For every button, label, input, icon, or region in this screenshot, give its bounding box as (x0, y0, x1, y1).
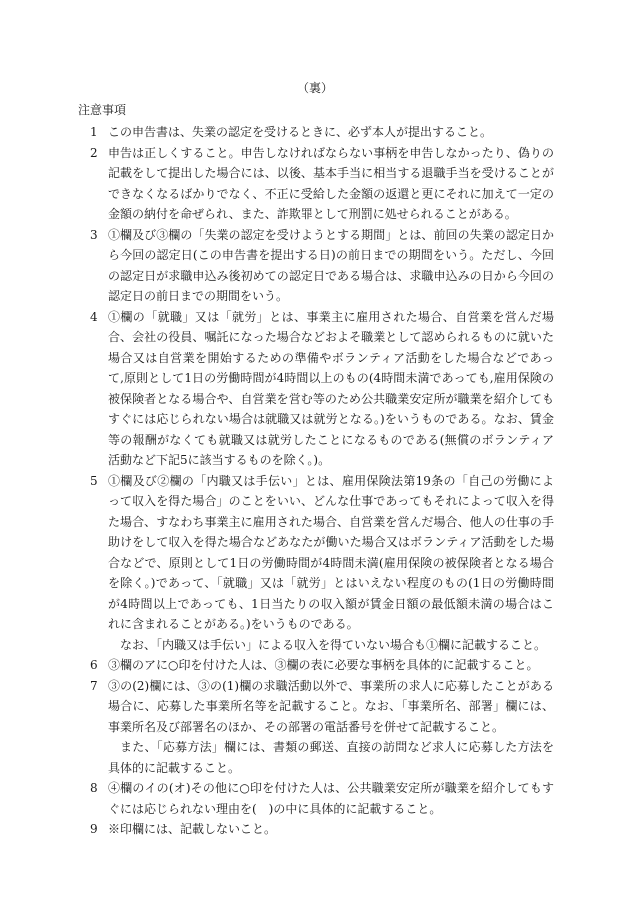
note-number: 3 (90, 227, 98, 242)
note-number: 9 (90, 822, 98, 836)
note-text: ①欄及び②欄の「内職又は手伝い」とは、雇用保険法第19条の「自己の労働によって収入を得た場合」のことをいい、どんな仕事であってもそれによって収入を得た場合、すなわち事業主に雇用された場合、自営業を営んだ場合、他人の仕事の手助けをして収入を得た場合などあなたが働いた場合又はボランティア活動をした場合などで、原則として1日の労働時間が4時間未満(雇用保険の被保険者となる場合を除く。)であって、「就職」又は「就労」とはいえない程度のもの(1日の労働時間が4時間以上であっても、1日当たりの収入額が賃金日額の最低額未満の場合はこれに含まれることがある。)をいうものである。 (108, 473, 554, 631)
note-item-5 (78, 471, 554, 635)
note-number: 5 (90, 473, 98, 488)
note-text: ①欄及び③欄の「失業の認定を受けようとする期間」とは、前回の失業の認定日から今回の認定日(この申告書を提出する日)の前日までの期間をいう。ただし、今回の認定日が求職申込み後初めての認定日である場合は、求職申込みの日から今回の認定日の前日までの期間をいう。 (108, 227, 554, 303)
note-item-2 (78, 143, 554, 225)
note-number: 1 (90, 125, 98, 139)
back-side-label: （裏） (296, 81, 333, 95)
note-number: 7 (90, 678, 98, 693)
note-number: 2 (90, 145, 98, 160)
note-5-supplement: なお、「内職又は手伝い」による収入を得ていない場合も①欄に記載すること。 (120, 637, 547, 652)
note-number: 4 (90, 309, 98, 324)
note-item-8 (78, 778, 554, 819)
note-text: ①欄の「就職」又は「就労」とは、事業主に雇用された場合、自営業を営んだ場合、会社の役員、嘱託になった場合などおよそ職業として認められるものに就いた場合又は自営業を開始するための準備やボランティア活動をした場合などであって,原則として1日の労働時間が4時間以上のもの(4時間未満であっても,雇用保険の被保険者となる場合や、自営業を営む等のため公共職業安定所が職業を紹介してもすぐには応じられない場合は就職又は就労となる。)をいうものである。なお、賃金等の報酬がなくても就職又は就労したことになるものである(無償のボランティア活動など下記5に該当するものを除く。)。 (108, 309, 554, 467)
note-text: この申告書は、失業の認定を受けるときに、必ず本人が提出すること。 (108, 125, 493, 139)
note-number: 8 (90, 781, 98, 795)
note-item-4 (78, 307, 554, 471)
note-text: ③の(2)欄には、③の(1)欄の求職活動以外で、事業所の求人に応募したことがある場合に、応募した事業所名等を記載すること。なお、「事業所名、部署」欄には、事業所名及び部署名のほか、その部署の電話番号を併せて記載すること。 (108, 678, 554, 734)
note-number: 6 (90, 658, 98, 672)
note-item-1 (78, 122, 554, 143)
note-item-9 (78, 819, 554, 840)
note-text: ④欄のイの(オ)その他に○印を付けた人は、公共職業安定所が職業を紹介してもすぐには応じられない理由を( )の中に具体的に記載すること。 (108, 781, 554, 816)
notes-list (78, 122, 554, 840)
note-text: ※印欄には、記載しないこと。 (108, 822, 277, 836)
note-item-6 (78, 655, 554, 676)
note-7-supplement: また、「応募方法」欄には、書類の郵送、直接の訪問など求人に応募した方法を具体的に記載すること。 (108, 740, 554, 775)
note-text: 申告は正しくすること。申告しなければならない事柄を申告しなかったり、偽りの記載をして提出した場合には、以後、基本手当に相当する退職手当を受けることができなくなるばかりでなく、不正に受給した金額の返還と更にそれに加えて一定の金額の納付を命ぜられ、また、詐欺罪として刑罰に処せられることがある。 (108, 145, 554, 221)
note-text: ③欄のアに○印を付けた人は、③欄の表に必要な事柄を具体的に記載すること。 (108, 658, 539, 672)
note-item-7 (78, 676, 554, 738)
notes-title: 注意事項 (78, 103, 127, 117)
note-item-3 (78, 225, 554, 307)
